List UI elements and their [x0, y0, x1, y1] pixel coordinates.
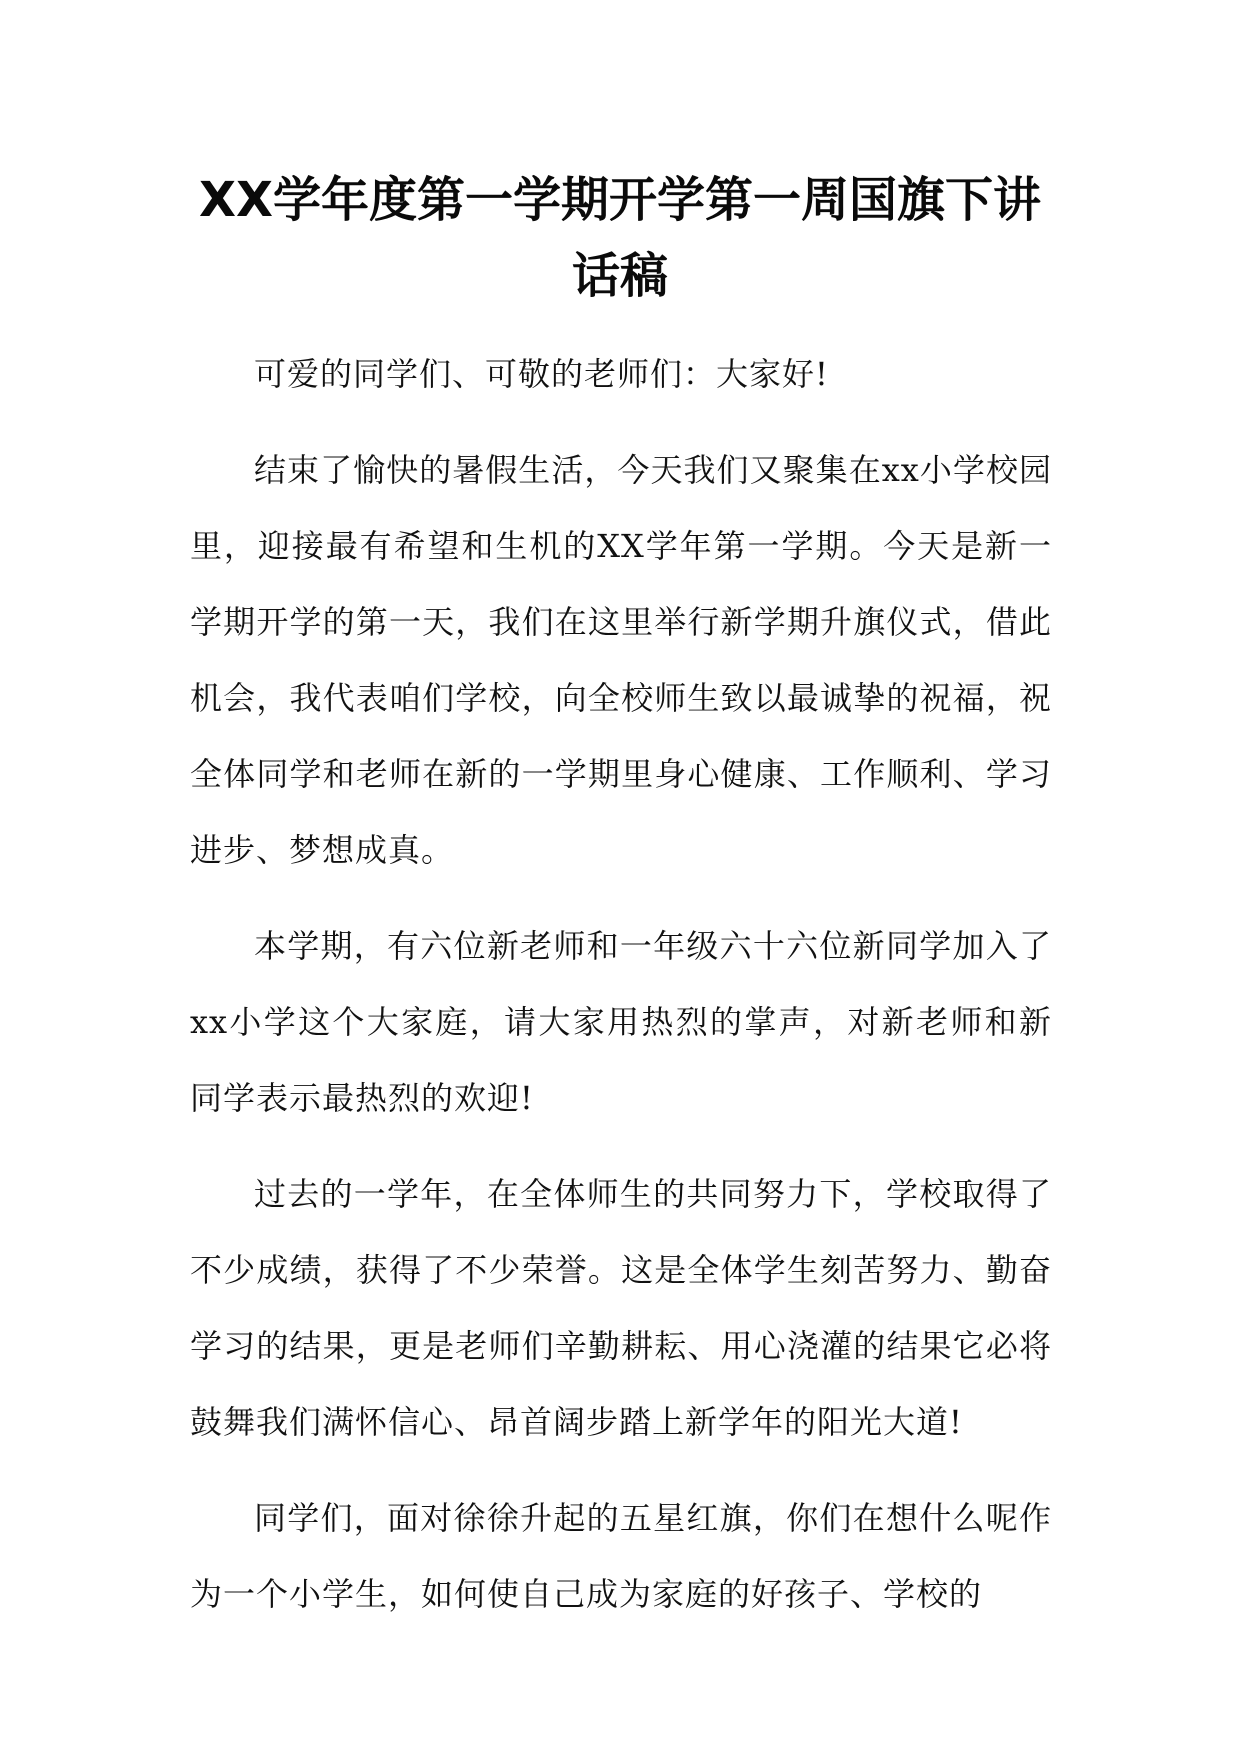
document-body — [190, 336, 1052, 1652]
title-line-2: 话稿 — [571, 248, 668, 304]
document-title — [185, 162, 1055, 314]
paragraph-flag: 同学们，面对徐徐升起的五星红旗，你们在想什么呢作为一个小学生，如何使自己成为家庭的好孩子、学校的 — [190, 1499, 1052, 1613]
paragraph-greeting: 可爱的同学们、可敬的老师们：大家好! — [254, 355, 829, 393]
paragraph-opening: 结束了愉快的暑假生活，今天我们又聚集在xx小学校园里，迎接最有希望和生机的XX学年第一学期。今天是新一学期开学的第一天，我们在这里举行新学期升旗仪式，借此机会，我代表咱们学校，向全校师生致以最诚挚的祝福，祝全体同学和老师在新的一学期里身心健康、工作顺利、学习进步、梦想成真。 — [190, 451, 1052, 869]
title-line-1: XX学年度第一学期开学第一周国旗下讲 — [198, 172, 1042, 228]
paragraph-new-members: 本学期，有六位新老师和一年级六十六位新同学加入了xx小学这个大家庭，请大家用热烈的掌声，对新老师和新同学表示最热烈的欢迎! — [190, 927, 1052, 1117]
paragraph-achievements: 过去的一学年，在全体师生的共同努力下，学校取得了不少成绩，获得了不少荣誉。这是全体学生刻苦努力、勤奋学习的结果，更是老师们辛勤耕耘、用心浇灌的结果它必将鼓舞我们满怀信心、昂首阔步踏上新学年的阳光大道! — [190, 1175, 1052, 1441]
